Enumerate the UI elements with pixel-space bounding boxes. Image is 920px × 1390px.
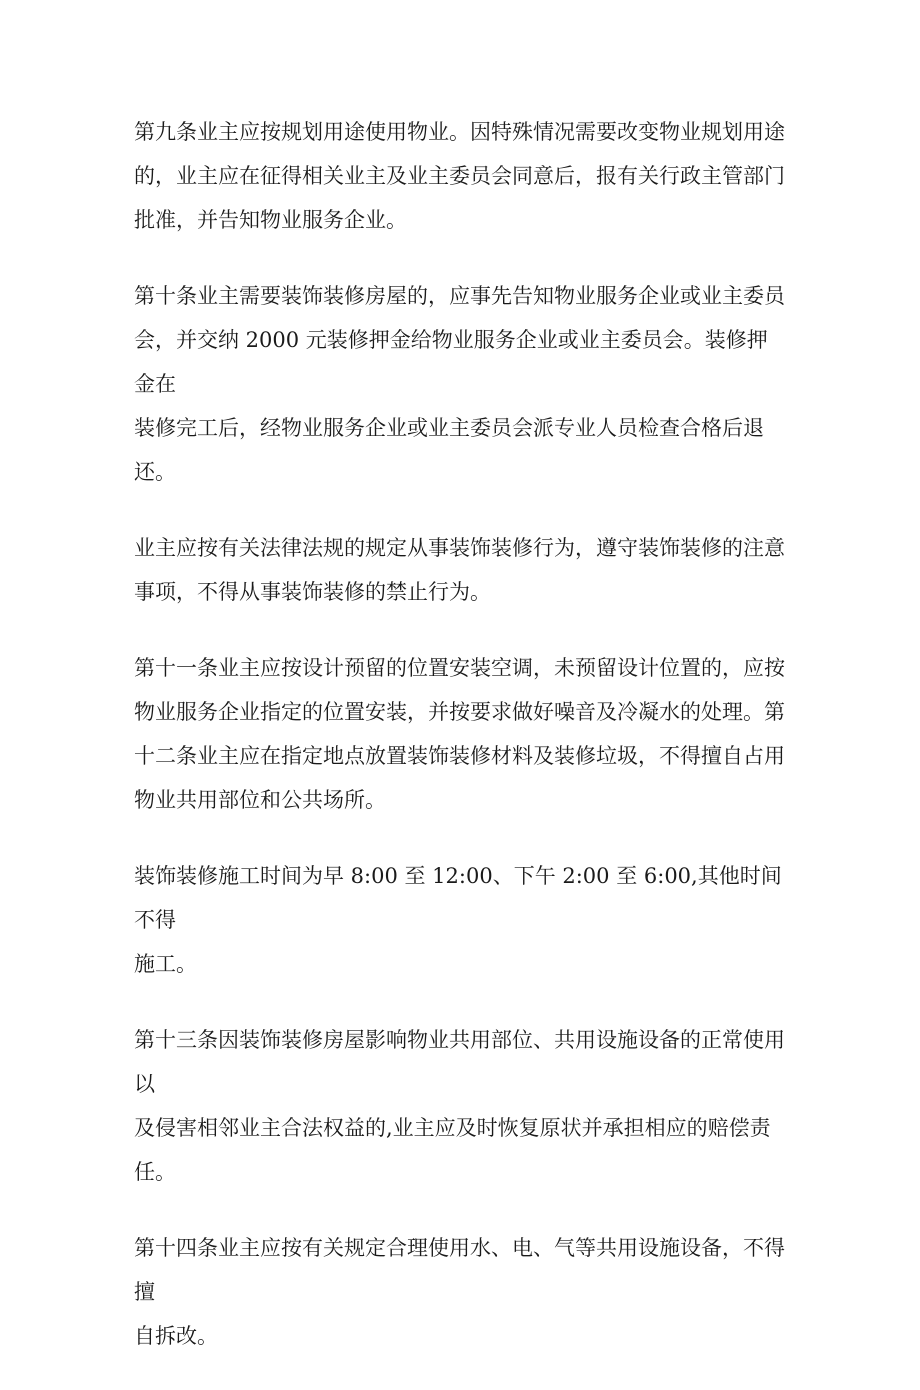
- article-14-paragraph: 第十四条业主应按有关规定合理使用水、电、气等共用设施设备，不得擅 自拆改。: [134, 1236, 785, 1348]
- renovation-rules-paragraph: 业主应按有关法律法规的规定从事装饰装修行为，遵守装饰装修的注意 事项，不得从事装饰装修的禁止行为。: [134, 536, 785, 604]
- article-9-paragraph: 第九条业主应按规划用途使用物业。因特殊情况需要改变物业规划用途 的，业主应在征得相关业主及业主委员会同意后，报有关行政主管部门 批准，并告知物业服务企业。: [134, 120, 785, 232]
- article-10-paragraph: 第十条业主需要装饰装修房屋的，应事先告知物业服务企业或业主委员 会，并交纳 2000 元装修押金给物业服务企业或业主委员会。装修押金在 装修完工后，经物业服务企业或业主委员会派专业人员检查合格后退 还。: [134, 284, 785, 484]
- article-13-paragraph: 第十三条因装饰装修房屋影响物业共用部位、共用设施设备的正常使用以 及侵害相邻业主合法权益的,业主应及时恢复原状并承担相应的赔偿责任。: [134, 1028, 785, 1184]
- construction-hours-paragraph: 装饰装修施工时间为早 8:00 至 12:00、下午 2:00 至 6:00,其他时间不得 施工。: [134, 864, 782, 976]
- document-body: [134, 110, 786, 1390]
- article-11-12-paragraph: 第十一条业主应按设计预留的位置安装空调，未预留设计位置的，应按 物业服务企业指定的位置安装，并按要求做好噪音及冷凝水的处理。第 十二条业主应在指定地点放置装饰装修材料及装修垃圾，不得擅自占用 物业共用部位和公共场所。: [134, 656, 785, 812]
